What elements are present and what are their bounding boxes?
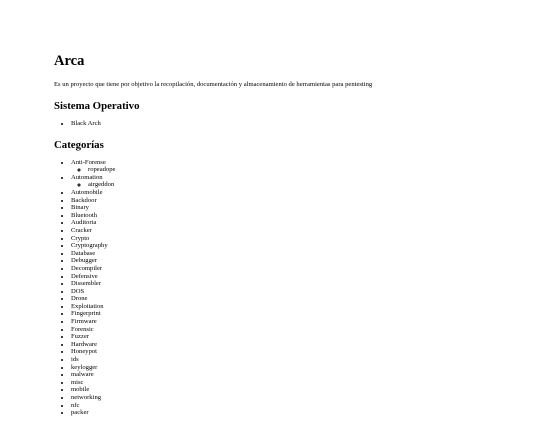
- category-label: networking: [71, 394, 102, 401]
- category-item: [71, 204, 524, 212]
- os-list: [54, 120, 524, 128]
- category-label: mobile: [71, 386, 90, 394]
- category-item: [71, 273, 524, 281]
- category-label: Honeypot: [71, 348, 98, 356]
- category-item: [71, 250, 524, 258]
- category-label: Cracker: [71, 226, 92, 234]
- category-item: [71, 280, 524, 288]
- category-label: Hardware: [71, 340, 97, 348]
- category-item: [71, 174, 524, 189]
- category-label: keylogger: [71, 363, 98, 371]
- category-item: [71, 219, 524, 227]
- category-item: [71, 402, 524, 410]
- category-item: [71, 242, 524, 250]
- category-item: [71, 265, 524, 273]
- category-label: Auditoria: [71, 219, 97, 227]
- category-item: [71, 326, 524, 334]
- os-heading: Sistema Operativo: [54, 100, 140, 112]
- category-item: [71, 371, 524, 379]
- category-item: [71, 356, 524, 364]
- category-item: [71, 394, 524, 402]
- category-label: Binary: [71, 204, 89, 212]
- category-item: [71, 386, 524, 394]
- category-label: Forensic: [71, 325, 94, 333]
- category-item: [71, 318, 524, 326]
- categories-list: [54, 159, 524, 417]
- category-item: [71, 288, 524, 296]
- category-item: [71, 409, 524, 417]
- category-label: Bluetooth: [71, 211, 98, 219]
- category-label: Crypto: [71, 234, 90, 242]
- category-item: [71, 364, 524, 372]
- category-sublist: [71, 166, 524, 174]
- category-label: Fingerprint: [71, 310, 101, 318]
- category-label: Debugger: [71, 257, 97, 265]
- category-label: Fuzzer: [71, 333, 89, 341]
- category-label: misc: [71, 378, 84, 386]
- category-label: Dissembler: [71, 280, 102, 288]
- os-list-item: • Black Arch: [71, 120, 524, 128]
- category-item: [71, 348, 524, 356]
- category-label: Automation: [71, 173, 103, 181]
- tool-item: ◦ airgeddon: [88, 181, 524, 189]
- category-label: DOS: [71, 287, 85, 295]
- category-item: [71, 341, 524, 349]
- category-label: Cryptography: [71, 242, 108, 250]
- category-label: nfc: [71, 401, 80, 409]
- category-label: Drone: [71, 295, 88, 303]
- categories-heading: Categorías: [54, 138, 104, 151]
- category-sublist: [71, 181, 524, 189]
- category-item: [71, 189, 524, 197]
- category-item: [71, 197, 524, 205]
- category-label: Decompiler: [71, 264, 103, 272]
- category-item: [71, 303, 524, 311]
- category-label: Exploitation: [71, 302, 104, 310]
- category-item: [71, 295, 524, 303]
- category-label: Automobile: [71, 188, 103, 196]
- category-label: Backdoor: [71, 196, 97, 204]
- category-label: malware: [71, 371, 94, 379]
- page-description: Es un proyecto que tiene por objetivo la recopilación, documentación y almacenamiento de herramientas para pentesting: [54, 81, 373, 88]
- category-label: Database: [71, 249, 96, 257]
- page-title: Arca: [54, 53, 85, 69]
- category-label: ids: [71, 356, 79, 364]
- category-label: Firmware: [71, 318, 97, 326]
- category-item: [71, 310, 524, 318]
- category-item: [71, 379, 524, 387]
- category-label: Defensive: [71, 272, 98, 280]
- category-item: [71, 227, 524, 235]
- tool-item: ◦ ropeadope: [88, 166, 524, 174]
- category-item: [71, 235, 524, 243]
- category-item: [71, 212, 524, 220]
- page-content: [54, 52, 524, 427]
- category-item: [71, 333, 524, 341]
- category-item: [71, 257, 524, 265]
- category-label: packer: [71, 409, 89, 417]
- category-label: Anti-Forense: [71, 158, 106, 166]
- category-item: [71, 159, 524, 174]
